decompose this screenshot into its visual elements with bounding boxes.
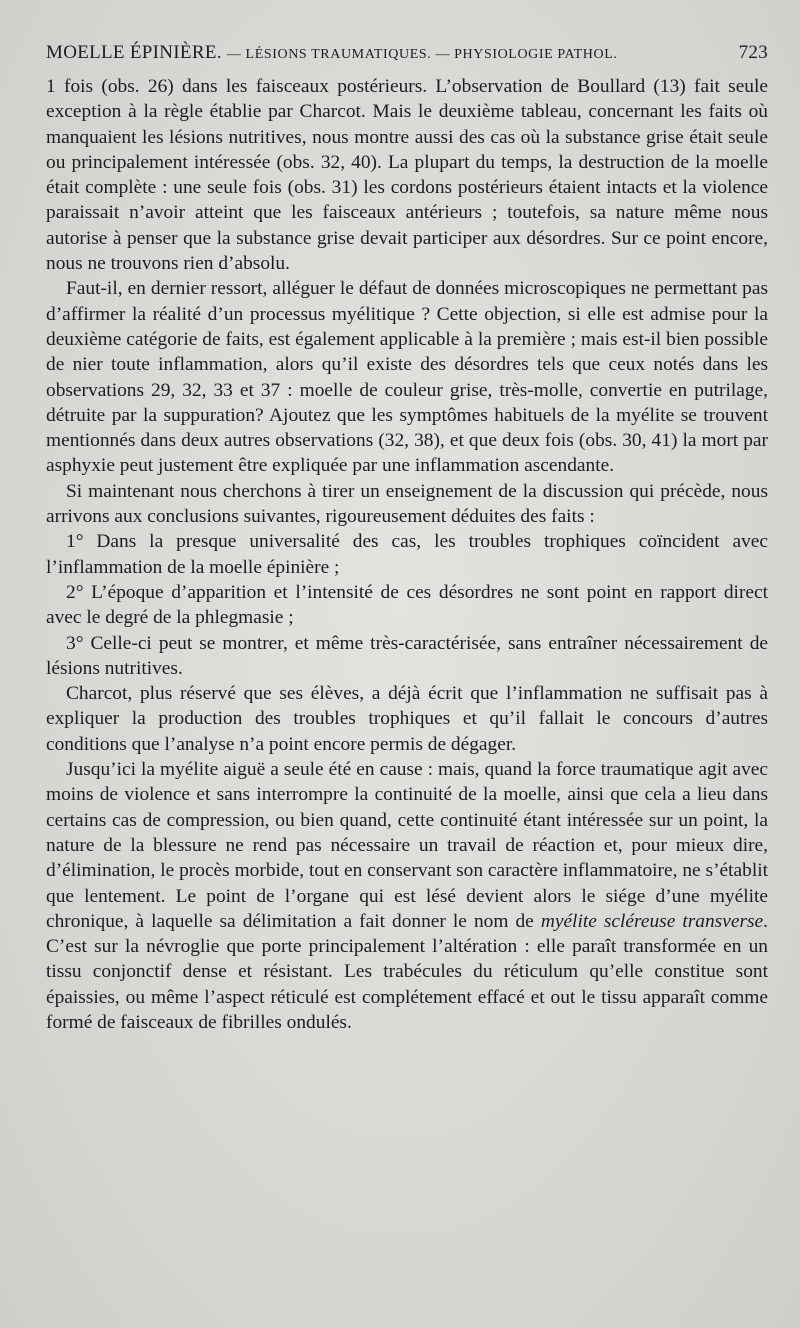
running-head	[46, 42, 768, 74]
body-text	[46, 74, 768, 1035]
paragraph: Si maintenant nous cherchons à tirer un enseignement de la discussion qui précède, nous arrivons aux conclusions suivantes, rigoureusement déduites des faits :	[46, 480, 768, 528]
paragraph: Charcot, plus réservé que ses élèves, a déjà écrit que l’inflammation ne suffisait pas à expliquer la production des troubles trophiques et qu’il fallait le concours d’autres conditions que l’analyse n’a point encore permis de dégager.	[46, 683, 768, 755]
conclusion-item-3: 3° Celle-ci peut se montrer, et même très-caractérisée, sans entraîner nécessairement de lésions nutritives.	[46, 632, 768, 679]
page-number: 723	[738, 42, 768, 63]
section-title: — LÉSIONS TRAUMATIQUES. — PHYSIOLOGIE PATHOL.	[226, 47, 618, 62]
paragraph-last	[46, 757, 768, 1035]
paragraph-continued: 1 fois (obs. 26) dans les faisceaux postérieurs. L’observation de Boullard (13) fait seule exception à la règle établie par Charcot. Mais le deuxième tableau, concernant les faits où manquaient les lésions nutritives, nous montre aussi des cas où la substance grise était seule ou principalement intéressée (obs. 32, 40). La plupart du temps, la destruction de la moelle était complète : une seule fois (obs. 31) les cordons postérieurs étaient intacts et la violence paraissait n’avoir atteint que les faisceaux antérieurs ; toutefois, sa nature même nous autorise à penser que la substance grise devait participer aux désordres. Sur ce point encore, nous ne trouvons rien d’absolu.	[46, 76, 768, 275]
paragraph: Faut-il, en dernier ressort, alléguer le défaut de données microscopiques ne permettant pas d’affirmer la réalité d’un processus myélitique ? Cette objection, si elle est admise pour la deuxième catégorie de faits, est également applicable à la première ; mais est-il bien possible de nier toute inflammation, alors qu’il existe des désordres tels que ceux notés dans les observations 29, 32, 33 et 37 : moelle de couleur grise, très-molle, convertie en putrilage, détruite par la suppuration? Ajoutez que les symptômes habituels de la myélite se trouvent mentionnés dans deux autres observations (32, 38), et que deux fois (obs. 30, 41) la mort par asphyxie peut justement être expliquée par une inflammation ascendante.	[46, 278, 768, 477]
running-head-title	[46, 42, 617, 64]
conclusion-item-2: 2° L’époque d’apparition et l’intensité de ces désordres ne sont point en rapport direct avec le degré de la phlegmasie ;	[46, 581, 768, 629]
italic-term: myélite scléreuse transverse	[540, 910, 764, 932]
chapter-title: MOELLE ÉPINIÈRE.	[46, 42, 222, 63]
conclusion-item-1: 1° Dans la presque universalité des cas, les troubles trophiques coïncident avec l’inflammation de la moelle épinière ;	[46, 531, 768, 578]
text-run: Jusqu’ici la myélite aiguë a seule été en cause : mais, quand la force traumatique agit avec moins de violence et sans interrompre la continuité de la moelle, ainsi que cela a lieu dans certains cas de compression, ou bien quand, cette continuité étant intéressée sur un point, la nature de la blessure ne rend pas nécessaire un travail de réaction et, pour mieux dire, d’élimination, le procès morbide, tout en conservant son caractère inflammatoire, ne s’établit que lentement. Le point de l’organe qui est lésé devient alors le siége d’une myélite chronique, à laquelle sa délimitation a fait donner le nom de	[46, 759, 768, 932]
text-run: . C’est sur la névroglie que porte principalement l’altération : elle paraît transformée en un tissu conjonctif dense et résistant. Les trabécules du réticulum qu’elle constitue sont épaissies, ou même l’aspect réticulé est complétement effacé et out le tissu apparaît comme formé de faisceaux de fibrilles ondulés.	[46, 910, 768, 1033]
